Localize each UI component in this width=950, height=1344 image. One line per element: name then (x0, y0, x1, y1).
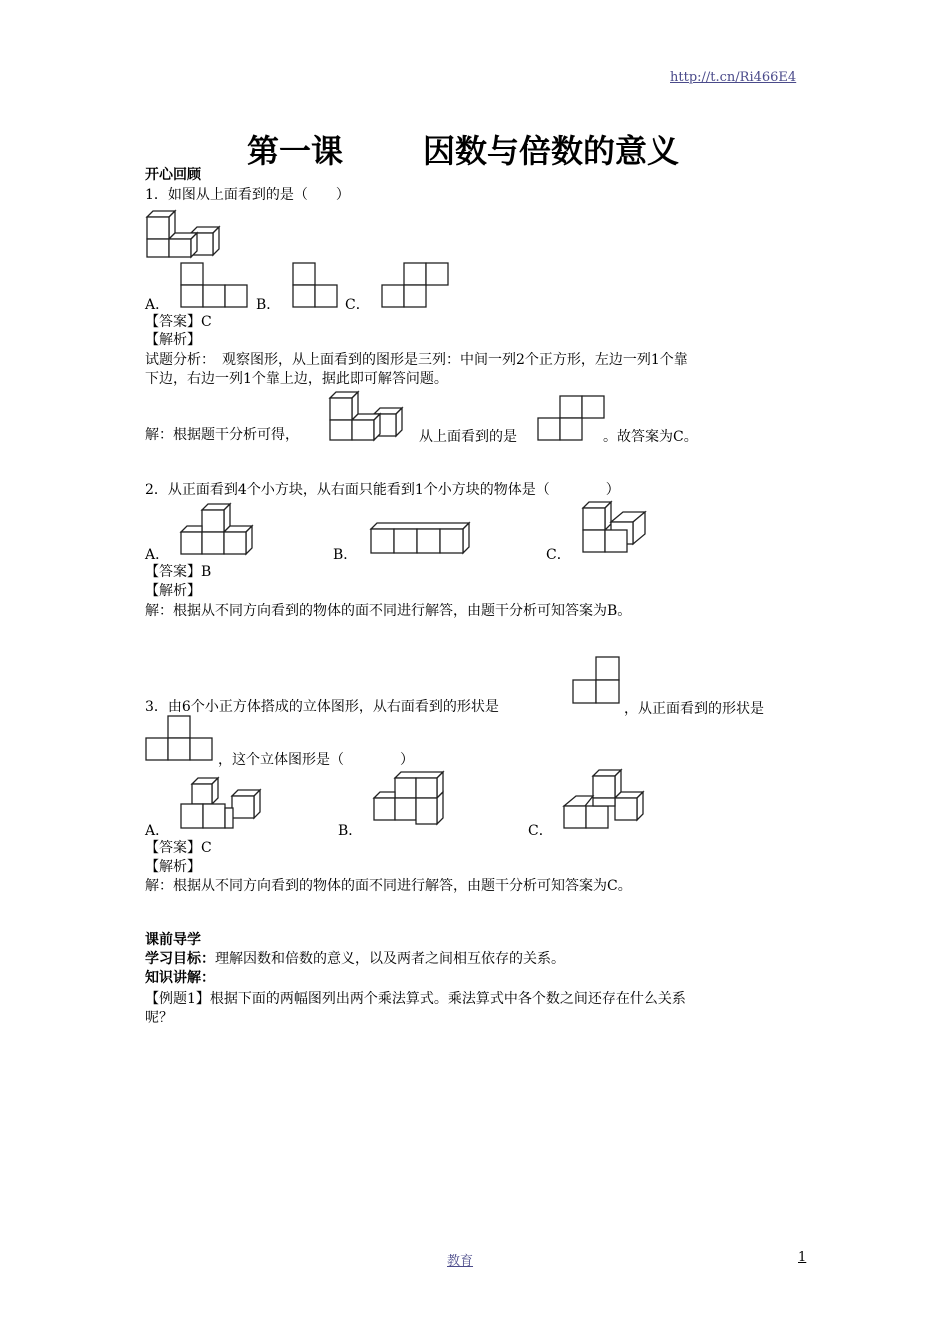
q1-option-a-label: A． (145, 297, 170, 313)
q1-option-b-figure (292, 262, 340, 308)
q2-analysis-label: 【解析】 (145, 583, 201, 599)
q3-analysis-label: 【解析】 (145, 859, 201, 875)
q1-solution-b: 从上面看到的是 (419, 429, 517, 445)
knowledge-label: 知识讲解： (145, 970, 215, 986)
q2-option-c-figure (582, 500, 650, 556)
q3-question-b: ，从正面看到的形状是 (624, 701, 764, 717)
q3-option-a-figure (180, 768, 266, 832)
q3-question-c: ，这个立体图形是（ ） (218, 752, 414, 768)
q2-option-a-figure (180, 502, 256, 556)
q3-solution: 解：根据从不同方向看到的物体的面不同进行解答，由题干分析可知答案为C。 (145, 878, 632, 894)
learning-goal-text: 理解因数和倍数的意义，以及两者之间相互依存的关系。 (215, 951, 565, 967)
q2-answer: 【答案】B (145, 564, 212, 580)
q3-option-b-label: B． (338, 823, 363, 839)
q3-option-a-label: A． (145, 823, 170, 839)
q2-question: 2．从正面看到4个小方块，从右面只能看到1个小方块的物体是（ ） (145, 482, 620, 498)
q1-option-b-label: B． (256, 297, 281, 313)
q1-option-c-figure (381, 262, 451, 308)
q3-option-c-figure (563, 766, 649, 832)
q1-analysis-line2: 下边，右边一列1个靠上边，据此即可解答问题。 (145, 371, 448, 387)
title-left: 第一课 (247, 132, 344, 170)
q1-solution-c: 。故答案为C。 (603, 429, 698, 445)
title-right: 因数与倍数的意义 (423, 132, 680, 170)
q2-option-b-label: B． (333, 547, 358, 563)
q2-option-a-label: A． (145, 547, 170, 563)
q3-question-a: 3．由6个小正方体搭成的立体图形，从右面看到的形状是 (145, 699, 499, 715)
footer-center-link[interactable]: 教育 (447, 1254, 474, 1269)
page-number: 1 (798, 1250, 807, 1265)
q2-option-c-label: C． (546, 547, 571, 563)
q1-analysis-line1: 试题分析： 观察图形，从上面看到的图形是三列：中间一列2个正方形，左边一列1个靠 (145, 352, 688, 368)
q3-option-b-figure (373, 768, 449, 832)
q1-solution-answer-figure (537, 395, 607, 441)
q1-option-a-figure (180, 262, 250, 308)
q1-solution-a: 解：根据题干分析可得， (145, 427, 299, 443)
q2-solution: 解：根据从不同方向看到的物体的面不同进行解答，由题干分析可知答案为B。 (145, 603, 632, 619)
q3-right-view-figure (572, 656, 624, 706)
q1-analysis-label: 【解析】 (145, 332, 201, 348)
header-url-link[interactable]: http://t.cn/Ri466E4 (670, 70, 797, 85)
q1-figure (145, 207, 235, 259)
example-line1: 【例题1】根据下面的两幅图列出两个乘法算式。乘法算式中各个数之间还存在什么关系 (145, 991, 686, 1007)
q3-front-view-figure (145, 715, 217, 763)
learning-goal-label: 学习目标： (145, 951, 215, 967)
q1-option-c-label: C． (345, 297, 370, 313)
section-heading-preview: 课前导学 (145, 932, 201, 948)
q3-answer: 【答案】C (145, 840, 212, 856)
q1-question: 1．如图从上面看到的是（ ） (145, 187, 350, 203)
q1-answer: 【答案】C (145, 314, 212, 330)
example-line2: 呢？ (145, 1010, 173, 1026)
section-heading-review: 开心回顾 (145, 167, 201, 183)
q2-option-b-figure (370, 521, 472, 557)
q3-option-c-label: C． (528, 823, 553, 839)
q1-solution-figure (328, 388, 420, 442)
